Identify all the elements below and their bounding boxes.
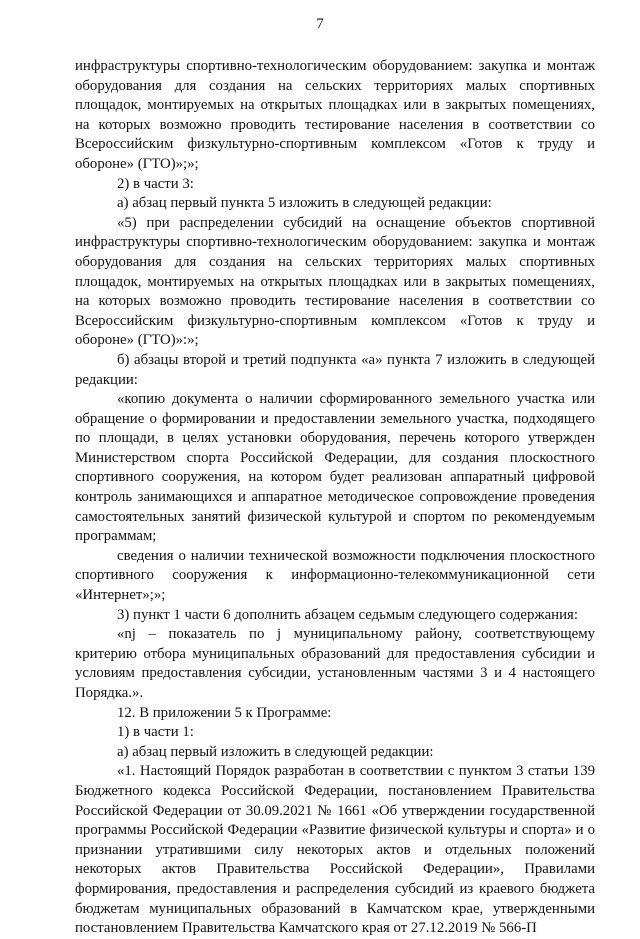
paragraph-item-1-part-1: 1) в части 1: — [117, 724, 194, 741]
paragraph-item-2-part-3: 2) в части 3: — [117, 175, 194, 192]
paragraph-continuation: инфраструктуры спортивно-технологическим оборудованием: закупка и монтаж оборудования для создания на сельских территориях малых спортивных площадок, монтируемых на открытых площадках или в закрытых помещениях, на которых возможно проводить тестирование населения в соответствии со Всероссийским физкультурно-спортивным комплексом «Готов к труду и обороне» (ГТО)»;»; — [75, 58, 595, 172]
paragraph-quote-order: «1. Настоящий Порядок разработан в соответствии с пунктом 3 статьи 139 Бюджетного кодекса Российской Федерации, постановлением Правительства Российской Федерации от 30.09.2021 № 1661 «Об утверждении государственной программы Российской Федерации «Развитие физической культуры и спорта» и о признании утратившими силу некоторых актов и отдельных положений некоторых актов Правительства Российской Федерации», Правилами формирования, предоставления и распределения субсидий из краевого бюджета бюджетам муниципальных образований в Камчатском крае, утвержденными постановлением Правительства Камчатского края от 27.12.2019 № 566-П — [75, 763, 595, 937]
paragraph-quote-point-5: «5) при распределении субсидий на оснащение объектов спортивной инфраструктуры спортивно-технологическим оборудованием: закупка и монтаж оборудования для создания на сельских территориях малых спортивных площадок, монтируемых на открытых площадках или в закрытых помещениях, на которых возможно проводить тестирование населения в соответствии со Всероссийским физкультурно-спортивным комплексом «Готов к труду и обороне» (ГТО)»:»; — [75, 214, 595, 349]
paragraph-internet-info: сведения о наличии технической возможности подключения плоскостного спортивного сооружения к информационно-телекоммуникационной сети «Интернет»;»; — [75, 547, 595, 604]
paragraph-item-12: 12. В приложении 5 к Программе: — [117, 704, 332, 721]
page-number: 7 — [316, 16, 324, 32]
paragraph-item-3: 3) пункт 1 части 6 дополнить абзацем седьмым следующего содержания: — [117, 606, 578, 623]
paragraph-item-a-first: а) абзац первый изложить в следующей редакции: — [117, 743, 434, 760]
paragraph-item-a: а) абзац первый пункта 5 изложить в следующей редакции: — [117, 195, 492, 212]
paragraph-quote-document-copy: «копию документа о наличии сформированного земельного участка или обращение о формировании и предоставлении земельного участка, подходящего по площади, в целях установки оборудования, перечень которого утвержден Министерством спорта Российской Федерации, для создания плоскостного спортивного сооружения, на котором будет реализован аппаратный цифровой контроль занимающихся и аппаратное методическое сопровождение проведения самостоятельных занятий физической культурой и спортом по рекомендуемым программам; — [75, 391, 595, 545]
document-body — [75, 57, 595, 939]
paragraph-indicator-nj: «nj – показатель по j муниципальному району, соответствующему критерию отбора муниципальных образований для предоставления субсидии и условиям предоставления субсидии, установленным частями 3 и 4 настоящего Порядка.». — [75, 626, 595, 701]
paragraph-item-b: б) абзацы второй и третий подпункта «а» пункта 7 изложить в следующей редакции: — [75, 351, 595, 388]
